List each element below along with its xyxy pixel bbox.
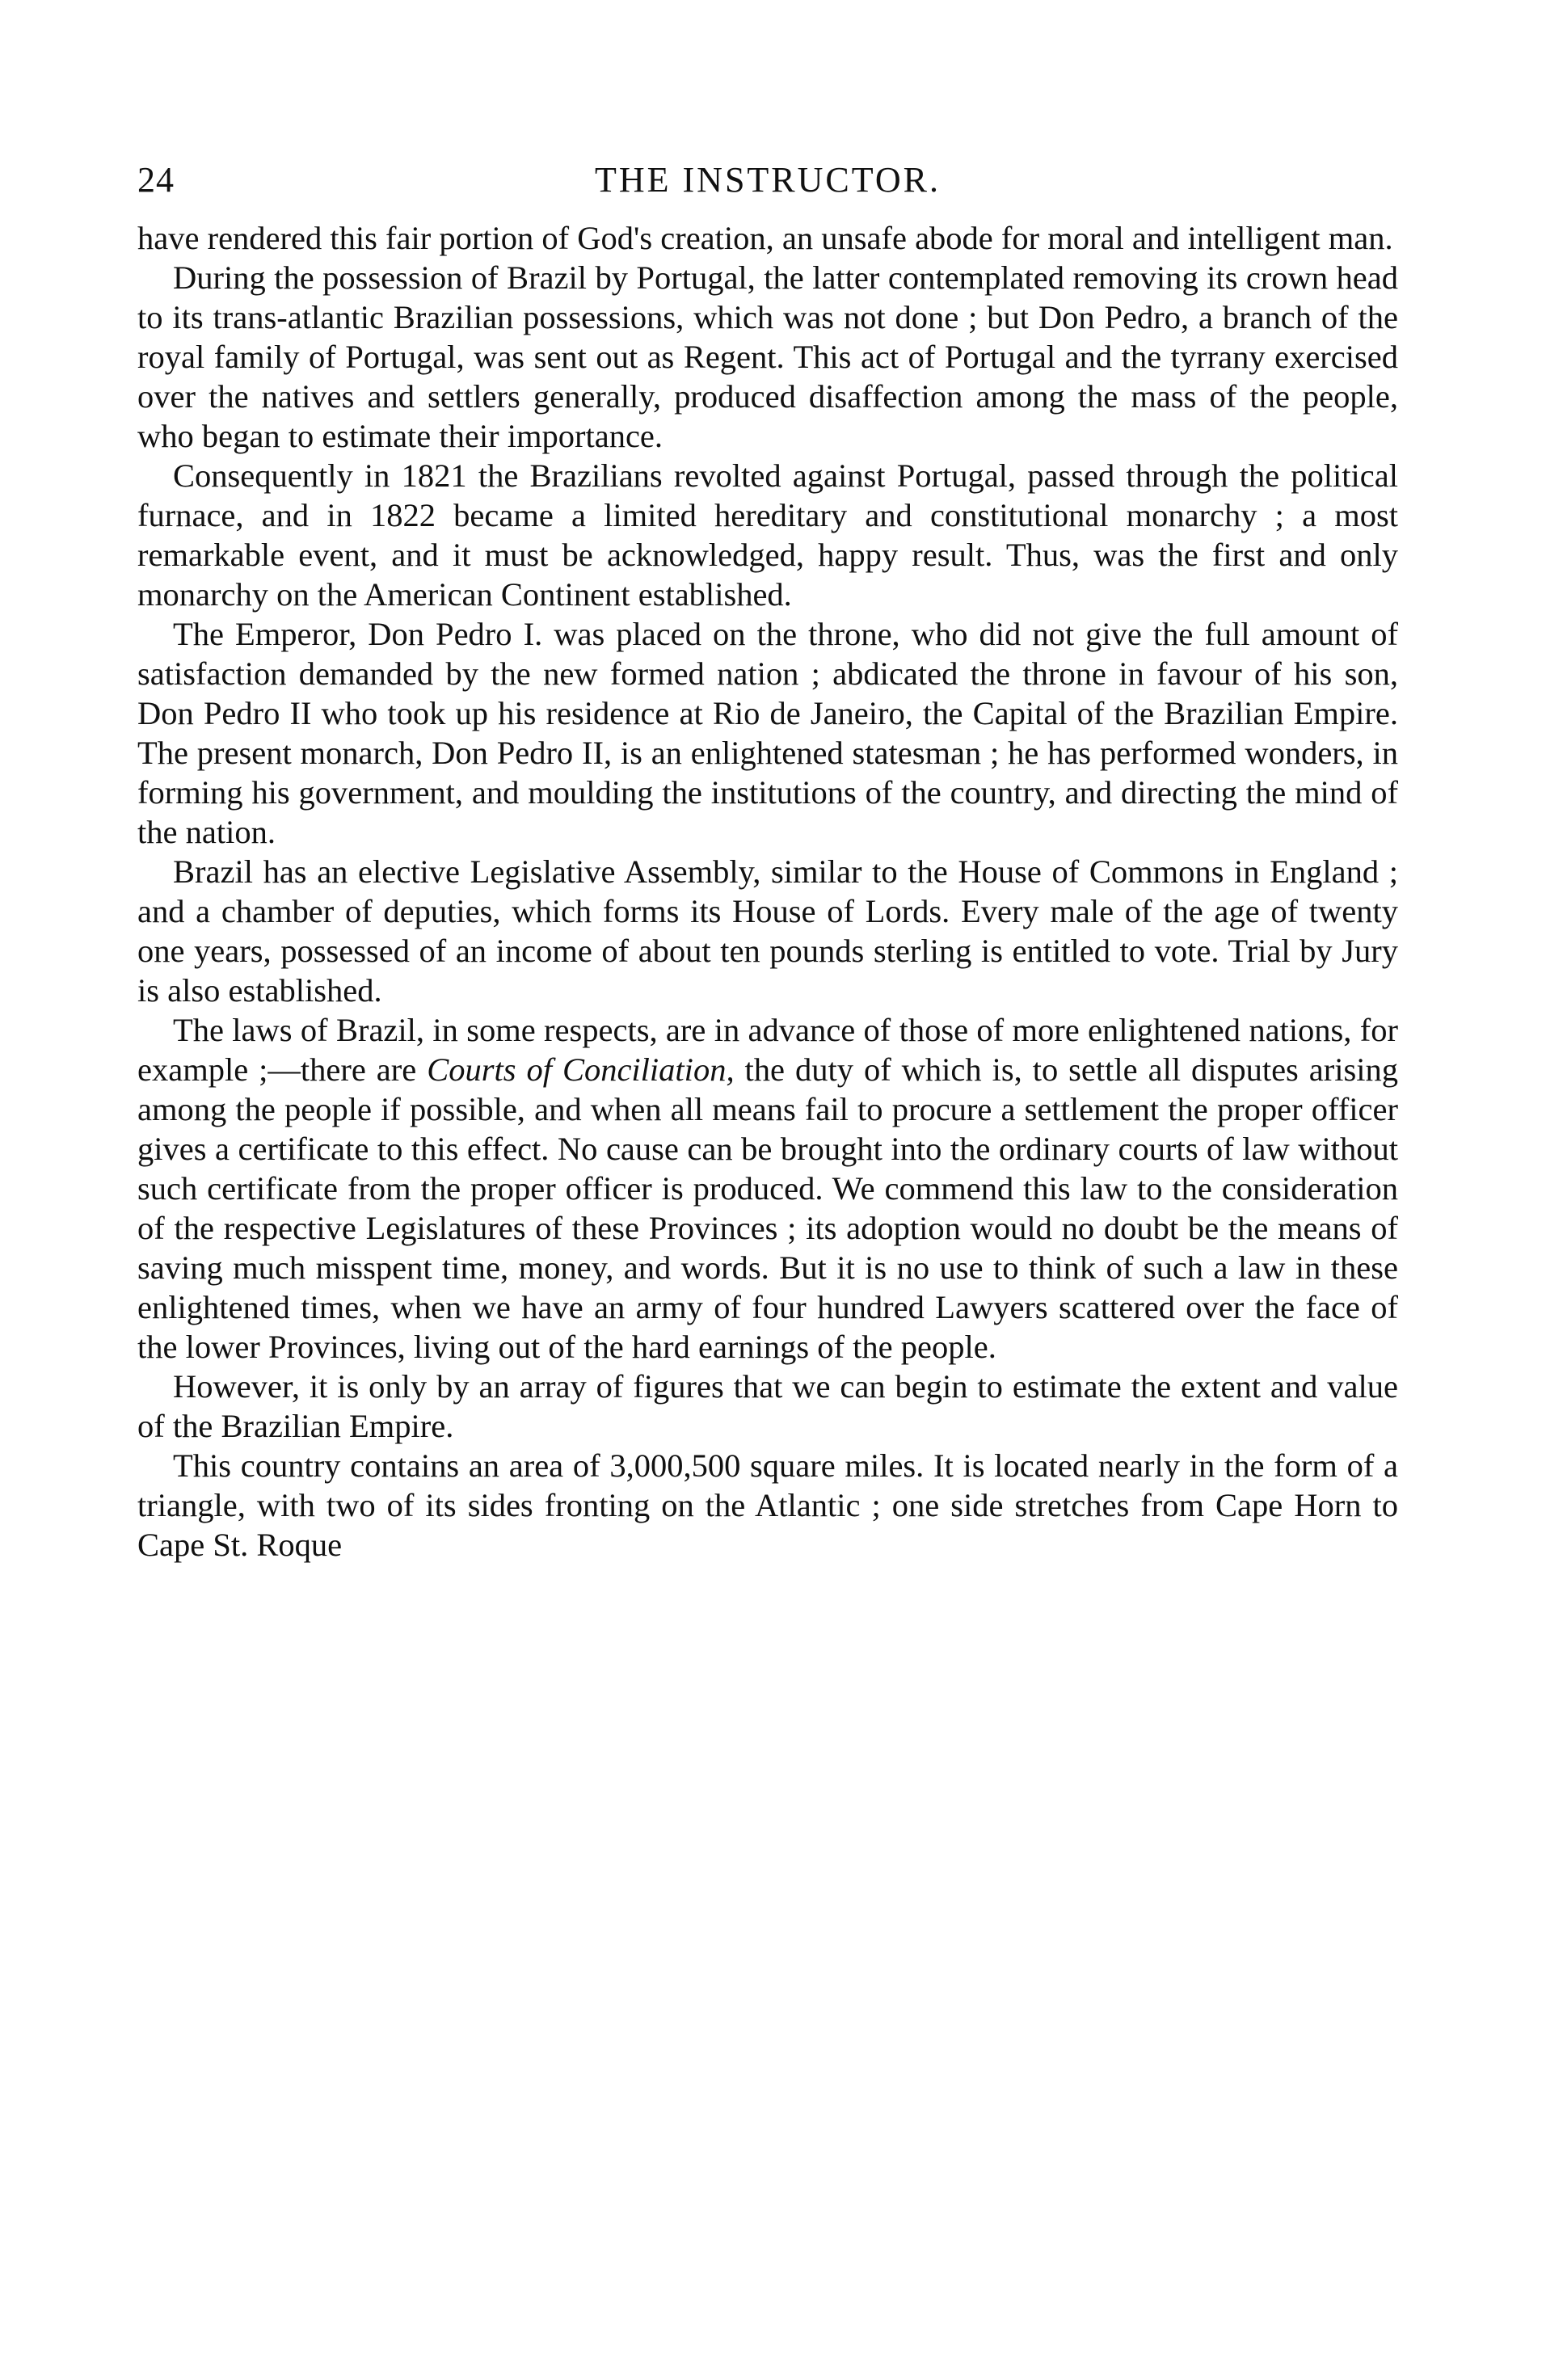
courts-of-conciliation-term: Courts of Conciliation, [427,1051,735,1088]
paragraph-emperor: The Emperor, Don Pedro I. was placed on the throne, who did not give the full amount of satisfaction demanded by the new formed nation ; abdicated the throne in favour of his son, Don Pedro II who took up his residence at Rio de Janeiro, the Capital of the Brazilian Empire. The present monarch, Don Pedro II, is an enlightened statesman ; he has performed wonders, in forming his government, and moulding the institutions of the country, and directing the mind of the nation. [137,616,1398,850]
paragraph-continuation: have rendered this fair portion of God's creation, an unsafe abode for moral and intelligent man. [137,220,1393,256]
laws-text-after: the duty of which is, to settle all disputes arising among the people if possible, and when all means fail to procure a settlement the proper officer gives a certificate to this effect. No cause can be brought into the ordinary courts of law without such certificate from the proper officer is produced. We commend this law to the consideration of the respective Legislatures of these Provinces ; its adoption would no doubt be the means of saving much misspent time, money, and words. But it is no use to think of such a law in these enlightened times, when we have an army of four hundred Lawyers scattered over the face of the lower Provinces, living out of the hard earnings of the people. [137,1051,1398,1365]
laws-text-before: The laws of Brazil, in some respects, are in advance of those of more enlightened nations, for example ;—there are [137,1012,1398,1088]
paragraph-area: This country contains an area of 3,000,500 square miles. It is located nearly in the form of a triangle, with two of its sides fronting on the Atlantic ; one side stretches from Cape Horn to Cape St. Roque [137,1447,1398,1563]
paragraph-legislature: Brazil has an elective Legislative Assembly, similar to the House of Commons in England ; and a chamber of deputies, which forms its House of Lords. Every male of the age of twenty one years, possessed of an income of about ten pounds sterling is entitled to vote. Trial by Jury is also established. [137,853,1398,1009]
paragraph-figures: However, it is only by an array of figures that we can begin to estimate the extent and value of the Brazilian Empire. [137,1368,1398,1444]
body-text [137,218,1398,1565]
book-page [137,154,1398,1565]
paragraph-independence: Consequently in 1821 the Brazilians revolted against Portugal, passed through the political furnace, and in 1822 became a limited hereditary and constitutional monarchy ; a most remarkable event, and it must be acknowledged, happy result. Thus, was the first and only monarchy on the American Continent established. [137,457,1398,613]
page-number: 24 [137,160,175,200]
paragraph-portuguese-rule: During the possession of Brazil by Portugal, the latter contemplated removing its crown head to its trans-atlantic Brazilian possessions, which was not done ; but Don Pedro, a branch of the royal family of Portugal, was sent out as Regent. This act of Portugal and the tyrrany exercised over the natives and settlers generally, produced disaffection among the mass of the people, who began to estimate their importance. [137,259,1398,454]
paragraph-laws [137,1010,1398,1367]
running-head [137,154,1398,207]
running-title: THE INSTRUCTOR. [595,160,941,200]
